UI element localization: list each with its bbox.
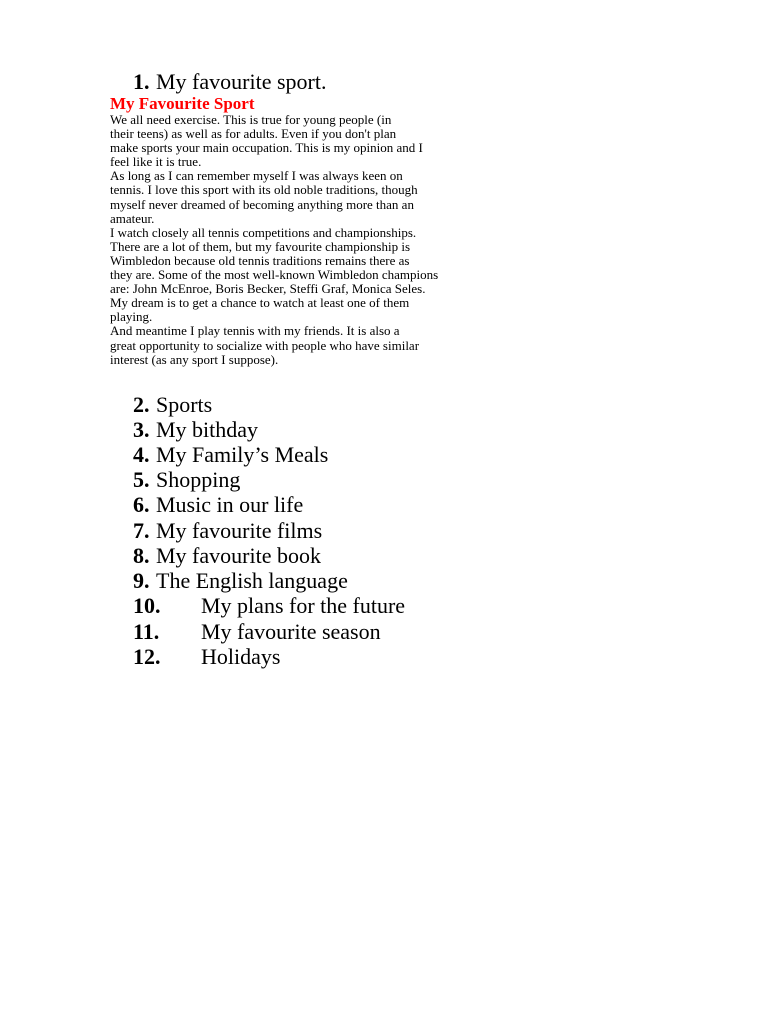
topic-number: 5. (133, 467, 150, 492)
topic-title: My bithday (156, 417, 259, 442)
topic-title: My favourite season (201, 619, 381, 644)
topic-item-8 (133, 543, 321, 568)
topic-number: 3. (133, 417, 150, 442)
article-line: I watch closely all tennis competitions and championships. (110, 224, 417, 240)
topic-number: 1. (133, 69, 150, 94)
topic-title: My favourite sport. (156, 69, 327, 94)
topic-item-12 (133, 644, 280, 669)
topic-title: My favourite book (156, 543, 321, 568)
topic-number: 4. (133, 442, 150, 467)
article-line: amateur. (110, 210, 155, 226)
article-body (110, 113, 450, 367)
article-line: are: John McEnroe, Boris Becker, Steffi Graf, Monica Seles. (110, 281, 426, 297)
topic-item-7 (133, 518, 322, 543)
article-line: their teens) as well as for adults. Even if you don't plan (110, 126, 397, 142)
article-line: feel like it is true. (110, 154, 202, 170)
topic-title: Music in our life (156, 492, 304, 517)
topic-title: Sports (156, 392, 213, 417)
article-line: make sports your main occupation. This is my opinion and I (110, 140, 423, 156)
article-line: playing. (110, 309, 153, 325)
article-line: interest (as any sport I suppose). (110, 351, 279, 367)
article-line: As long as I can remember myself I was always keen on (110, 168, 403, 184)
topic-number: 12. (133, 644, 161, 669)
topic-item-9 (133, 568, 348, 593)
topic-number: 7. (133, 518, 150, 543)
topic-item-10 (133, 593, 405, 618)
article-line: tennis. I love this sport with its old noble traditions, though (110, 182, 418, 198)
topic-number: 9. (133, 568, 150, 593)
article-line: And meantime I play tennis with my friends. It is also a (110, 323, 400, 339)
topic-item-1 (133, 69, 326, 94)
article-line: Wimbledon because old tennis traditions remains there as (110, 252, 410, 268)
topic-title: Shopping (156, 467, 241, 492)
topic-number: 10. (133, 593, 161, 618)
topic-item-5 (133, 467, 240, 492)
article-line: We all need exercise. This is true for young people (in (110, 112, 392, 127)
topic-title: Holidays (201, 644, 281, 669)
topic-number: 8. (133, 543, 150, 568)
article-line: My dream is to get a chance to watch at least one of them (110, 295, 410, 311)
article-line: great opportunity to socialize with people who have similar (110, 337, 420, 353)
topic-item-2 (133, 392, 212, 417)
topic-item-3 (133, 417, 258, 442)
topic-item-4 (133, 442, 328, 467)
topic-number: 11. (133, 619, 160, 644)
topic-title: The English language (156, 568, 348, 593)
article-title: My Favourite Sport (110, 94, 255, 113)
topic-number: 6. (133, 492, 150, 517)
topic-number: 2. (133, 392, 150, 417)
topic-item-11 (133, 619, 381, 644)
topic-title: My plans for the future (201, 593, 406, 618)
article-line: There are a lot of them, but my favourite championship is (110, 238, 410, 254)
article-line: they are. Some of the most well-known Wimbledon champions (110, 267, 439, 283)
topic-title: My Family’s Meals (156, 442, 329, 467)
topic-item-6 (133, 492, 303, 517)
topic-title: My favourite films (156, 518, 323, 543)
article-line: myself never dreamed of becoming anything more than an (110, 196, 414, 212)
